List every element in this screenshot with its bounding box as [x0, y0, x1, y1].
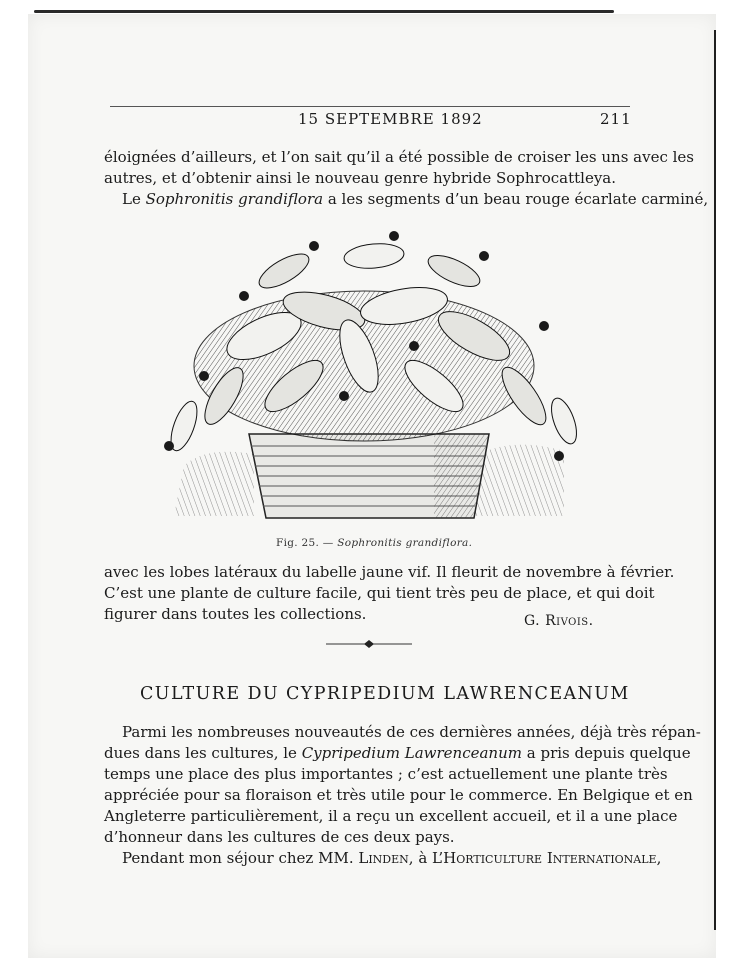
scan-top-edge — [34, 10, 614, 13]
section-line-7-suffix: , — [656, 849, 662, 867]
section-line-1: Parmi les nombreuses nouveautés de ces dernières années, déjà très répan- — [122, 723, 701, 741]
section-line-2-suffix: a pris depuis quelque — [521, 744, 691, 762]
caption-species: Sophronitis grandiflora. — [337, 537, 473, 549]
plant-engraving — [144, 216, 582, 528]
intro-line-3-prefix: Le — [122, 190, 146, 208]
foliage — [166, 241, 582, 453]
section-title: CULTURE DU CYPRIPEDIUM LAWRENCEANUM — [140, 684, 630, 704]
figure-caption — [276, 537, 472, 549]
cypripedium-name-italic: Cypripedium Lawrenceanum — [301, 744, 522, 762]
section-line-6: d’honneur dans les cultures de ces deux pays. — [104, 828, 455, 846]
intro-paragraph — [104, 147, 709, 210]
page-number: 211 — [600, 110, 632, 128]
linden-name: Linden — [358, 849, 409, 867]
section-line-4: appréciée pour sa floraison et très utile pour le commerce. En Belgique et en — [104, 786, 693, 804]
author-signature: G. Rivois. — [524, 613, 594, 629]
section-line-5: Angleterre particulièrement, il a reçu un excellent accueil, et il a une place — [104, 807, 678, 825]
intro-line-2: autres, et d’obtenir ainsi le nouveau genre hybride Sophrocattleya. — [104, 169, 617, 187]
section-paragraph — [104, 722, 701, 869]
header-rule — [110, 106, 630, 107]
caption-prefix: Fig. 25. — — [276, 537, 338, 549]
section-line-2-prefix: dues dans les cultures, le — [104, 744, 302, 762]
after-figure-line-1: avec les lobes latéraux du labelle jaune vif. Il fleurit de novembre à février. — [104, 563, 675, 581]
after-figure-line-2: C’est une plante de culture facile, qui tient très peu de place, et qui doit — [104, 584, 655, 602]
section-line-7-prefix: Pendant mon séjour chez MM. — [122, 849, 359, 867]
horticulture-org-name: L’Horticulture Internationale — [432, 849, 657, 867]
intro-line-3-suffix: a les segments d’un beau rouge écarlate carminé, — [323, 190, 709, 208]
header-date: 15 SEPTEMBRE 1892 — [298, 110, 483, 128]
after-figure-line-3: figurer dans toutes les collections. — [104, 605, 367, 623]
section-line-3: temps une place des plus importantes ; c’est actuellement une plante très — [104, 765, 668, 783]
scan-right-edge — [714, 30, 716, 930]
section-line-2 — [104, 743, 691, 764]
species-name-italic: Sophronitis grandiflora — [145, 190, 324, 208]
section-line-7-mid: , à — [408, 849, 433, 867]
section-divider-ornament — [326, 638, 412, 650]
flower-pot — [249, 434, 489, 518]
intro-line-1: éloignées d’ailleurs, et l’on sait qu’il a été possible de croiser les uns avec les — [104, 148, 695, 166]
section-line-7 — [104, 848, 662, 869]
intro-line-3 — [104, 189, 709, 210]
